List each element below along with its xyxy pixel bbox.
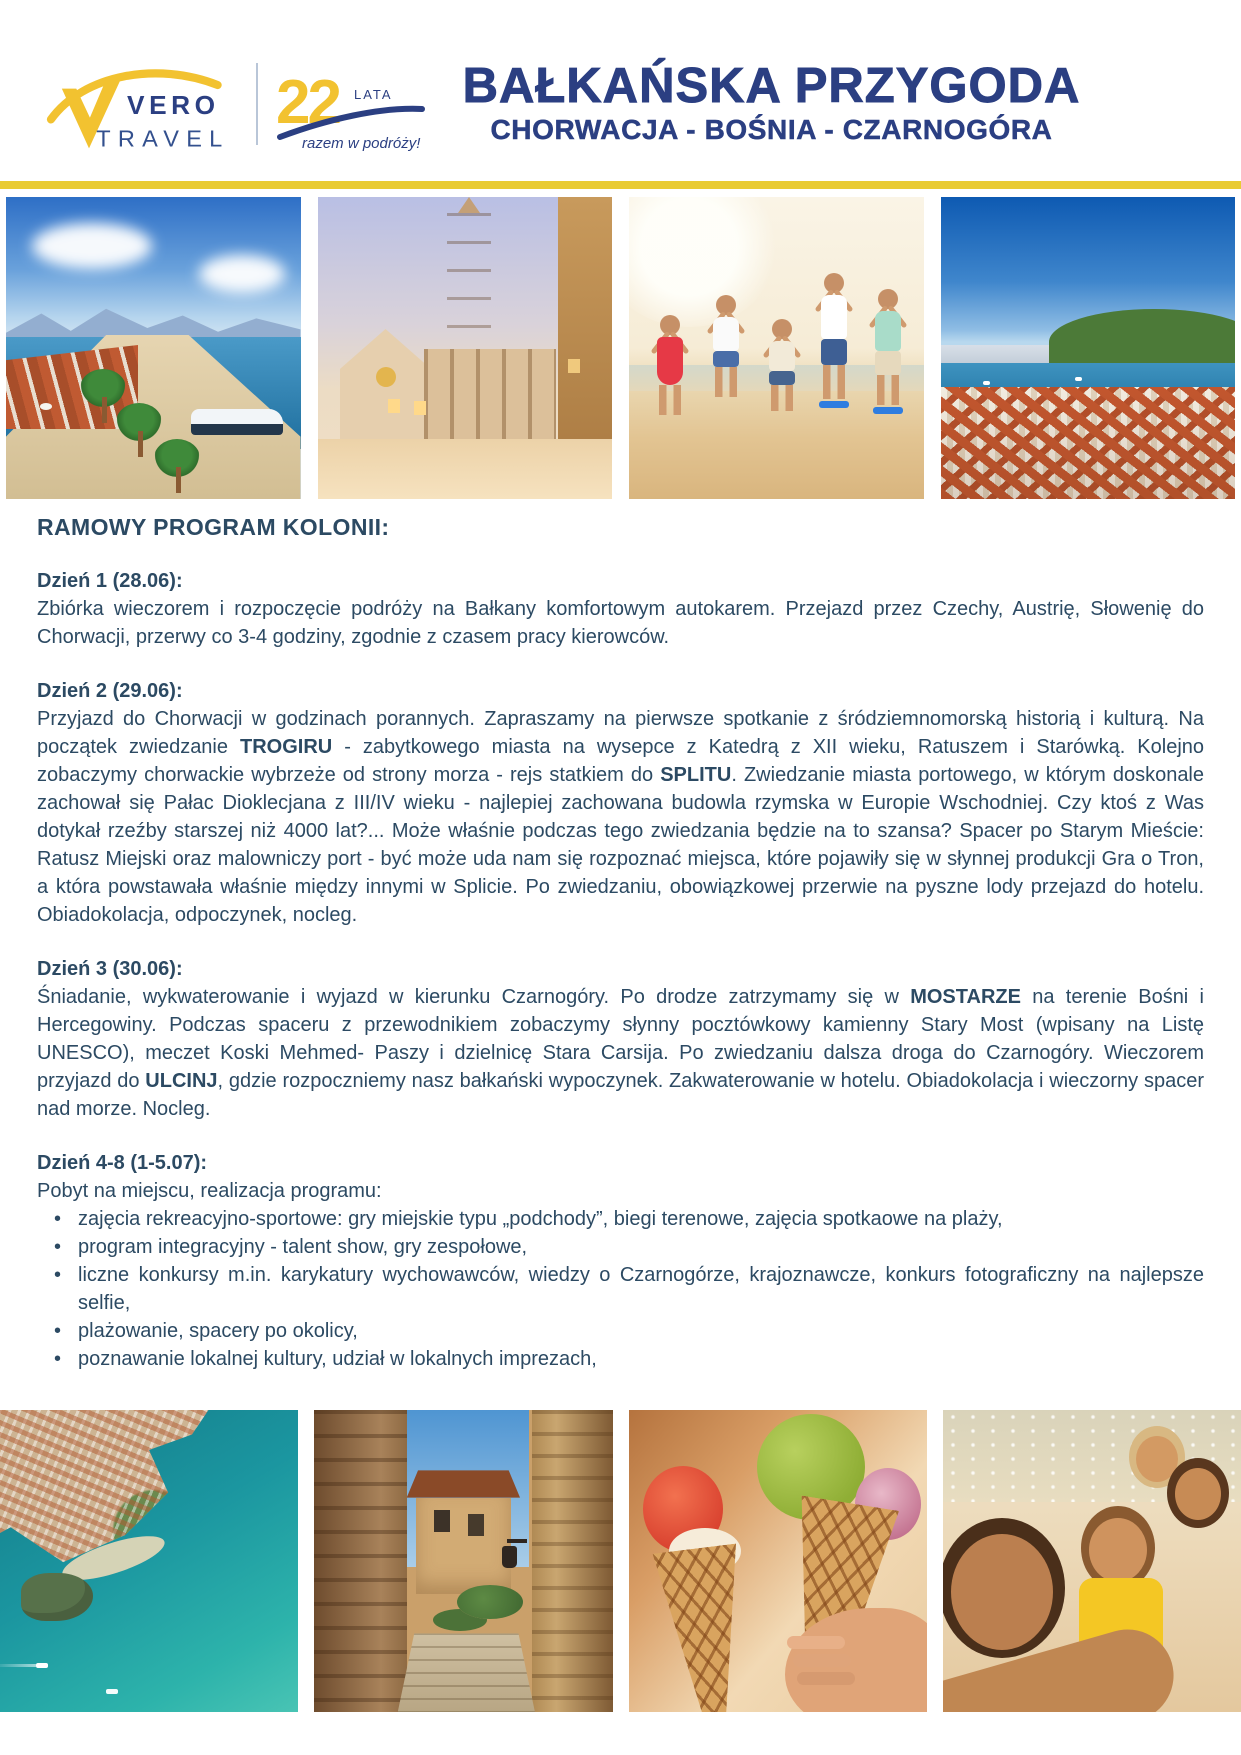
kid-shoes (873, 407, 903, 414)
day-2-section (37, 677, 1204, 929)
day-4-8-section (37, 1149, 1204, 1373)
activities-list (37, 1205, 1204, 1373)
kid-torso (713, 317, 739, 351)
activity-list-item: • liczne konkursy m.in. karykatury wychowawców, wiedzy o Czarnogórze, krajoznawcze, konkurs fotograficzny na najlepsze selfie, (37, 1261, 1204, 1317)
activity-list-item: • plażowanie, spacery po okolicy, (37, 1317, 1204, 1345)
friend-face (1175, 1468, 1221, 1520)
green-islet (21, 1573, 93, 1621)
document-title-block (428, 61, 1211, 146)
house-windows (434, 1510, 450, 1532)
cobblestone-steps (398, 1633, 535, 1712)
plaza-floor (318, 439, 613, 499)
tiled-roof (407, 1470, 520, 1497)
page-title: BAŁKAŃSKA PRZYGODA (462, 59, 1081, 114)
kid-shoes (819, 401, 849, 408)
photo-beach-selfie (943, 1410, 1241, 1712)
kid-legs (659, 385, 681, 415)
street-lantern (502, 1546, 517, 1568)
boat-with-wake (36, 1663, 48, 1668)
palm-tree (154, 439, 200, 477)
anniversary-logo (276, 55, 428, 153)
day-1-title: Dzień 1 (28.06): (37, 570, 183, 592)
chapel-facade (340, 329, 432, 441)
activity-list-item: • poznawanie lokalnej kultury, udział w lokalnych imprezach, (37, 1345, 1204, 1373)
header (0, 0, 1241, 181)
fingers (787, 1636, 845, 1649)
kid-shorts (821, 339, 847, 365)
kid-legs (823, 365, 845, 399)
kid-shorts (713, 351, 739, 367)
kid-torso (657, 337, 683, 385)
day-1-section (37, 567, 1204, 651)
photo-split-cathedral-square (318, 197, 613, 499)
cloud (32, 223, 152, 269)
day-3-title: Dzień 3 (30.06): (37, 958, 183, 980)
kid-torso (769, 341, 795, 371)
brand-name-vero: VERO (127, 89, 220, 120)
yellow-divider-rule (0, 181, 1241, 189)
lit-windows (388, 399, 400, 413)
waffle-cone (644, 1543, 765, 1712)
market-umbrellas (40, 403, 52, 410)
kid-legs (877, 375, 899, 405)
sun-glare (629, 197, 779, 327)
day-3-section (37, 955, 1204, 1123)
anniversary-slogan: razem w podróży! (302, 134, 421, 152)
yacht (191, 409, 283, 435)
photo-ulcinj-aerial (0, 1410, 298, 1712)
photo-split-panorama (941, 197, 1236, 499)
header-divider-line (256, 63, 258, 145)
years-word: LATA (354, 86, 393, 102)
anniversary-logo-mark (276, 55, 428, 153)
photo-row-top (0, 189, 1241, 499)
stone-house (416, 1498, 511, 1595)
day-1-description: Zbiórka wieczorem i rozpoczęcie podróży na Bałkany komfortowym autokarem. Przejazd przez Czechy, Austrię, Słowenię do Chorwacji, przerwy co 3-4 godziny, zgodnie z czasem pracy kierowców. (37, 598, 1204, 648)
photo-old-town-alley (314, 1410, 612, 1712)
kid-shorts (769, 371, 795, 385)
brand-name-travel: TRAVEL (96, 125, 230, 152)
vero-travel-logo-mark (34, 56, 240, 152)
photo-trogir-promenade (6, 197, 301, 499)
photo-ice-cream-cones (629, 1410, 927, 1712)
day-2-description: Przyjazd do Chorwacji w godzinach porannych. Zapraszamy na pierwsze spotkanie z śródziemnomorską historią i kulturą. Na początek zwiedzanie TROGIRU - zabytkowego miasta na wysepce z Katedrą z XII wieku, Ratuszem i Starówką. Kolejno zobaczymy chorwackie wybrzeże od strony morza - rejs statkiem do SPLITU. Zwiedzanie miasta portowego, w którym doskonale zachował się Pałac Dioklecjana z III/IV wieku - najlepiej zachowana budowla rzymska w Europie Wschodniej. Czy ktoś z Was dotykał rzeźby starszej niż 4000 lat?... Może właśnie podczas tego zwiedzania będzie na to szansa? Spacer po Starym Mieście: Ratusz Miejski oraz malowniczy port - być może uda nam się rozpoznać miejsca, które pojawiły się w słynnej produkcji Gra o Tron, a która powstawała właśnie między innymi w Splicie. Po zwiedzaniu, obowiązkowej przerwie na pyszne lody przejazd do hotelu. Obiadokolacja, odpoczynek, nocleg. (37, 708, 1205, 926)
sailboats (983, 381, 990, 385)
page-subtitle: CHORWACJA - BOŚNIA - CZARNOGÓRA (490, 113, 1053, 145)
photo-kids-jumping-beach (629, 197, 924, 499)
kid-torso (821, 295, 847, 339)
day-2-title: Dzień 2 (29.06): (37, 680, 183, 702)
activity-list-item: • zajęcia rekreacyjno-sportowe: gry miejskie typu „podchody”, biegi terenowe, zajęcia spotkaowe na plaży, (37, 1205, 1204, 1233)
kid-legs (771, 385, 793, 411)
program-content (0, 499, 1241, 1410)
foliage (457, 1585, 523, 1619)
vero-travel-logo (34, 56, 240, 152)
selfie-girl-face (951, 1534, 1053, 1650)
day-4-8-intro: Pobyt na miejscu, realizacja programu: (37, 1180, 382, 1202)
kid-shorts (875, 351, 901, 375)
photo-row-bottom (0, 1410, 1241, 1712)
palm-tree (116, 403, 162, 441)
kid-legs (715, 367, 737, 397)
kid-torso (875, 311, 901, 351)
program-heading: RAMOWY PROGRAM KOLONII: (37, 514, 390, 540)
activity-list-item: • program integracyjny - talent show, gry zespołowe, (37, 1233, 1204, 1261)
day-4-8-title: Dzień 4-8 (1-5.07): (37, 1152, 208, 1174)
stone-wall-right (532, 1410, 613, 1712)
friend-face (1089, 1518, 1147, 1582)
arcade-colonnade (424, 349, 556, 441)
day-3-description: Śniadanie, wykwaterowanie i wyjazd w kierunku Czarnogóry. Po drodze zatrzymamy się w MOSTARZE na terenie Bośni i Hercegowiny. Podczas spaceru z przewodnikiem zobaczymy słynny pocztówkowy kamienny Stary Most (wpisany na Listę UNESCO), meczet Koski Mehmed- Paszy i dzielnicę Stara Carsija. Po zwiedzaniu dalsza droga do Czarnogóry. Wieczorem przyjazd do ULCINJ, gdzie rozpoczniemy nasz bałkański wypoczynek. Zakwaterowanie w hotelu. Obiadokolacja i wieczorny spacer nad morze. Nocleg. (37, 986, 1204, 1120)
cloud (199, 255, 285, 293)
palm-tree (80, 369, 126, 407)
old-town-roofs (941, 387, 1236, 499)
stone-wall-left (314, 1410, 406, 1712)
years-number: 22 (276, 67, 339, 137)
